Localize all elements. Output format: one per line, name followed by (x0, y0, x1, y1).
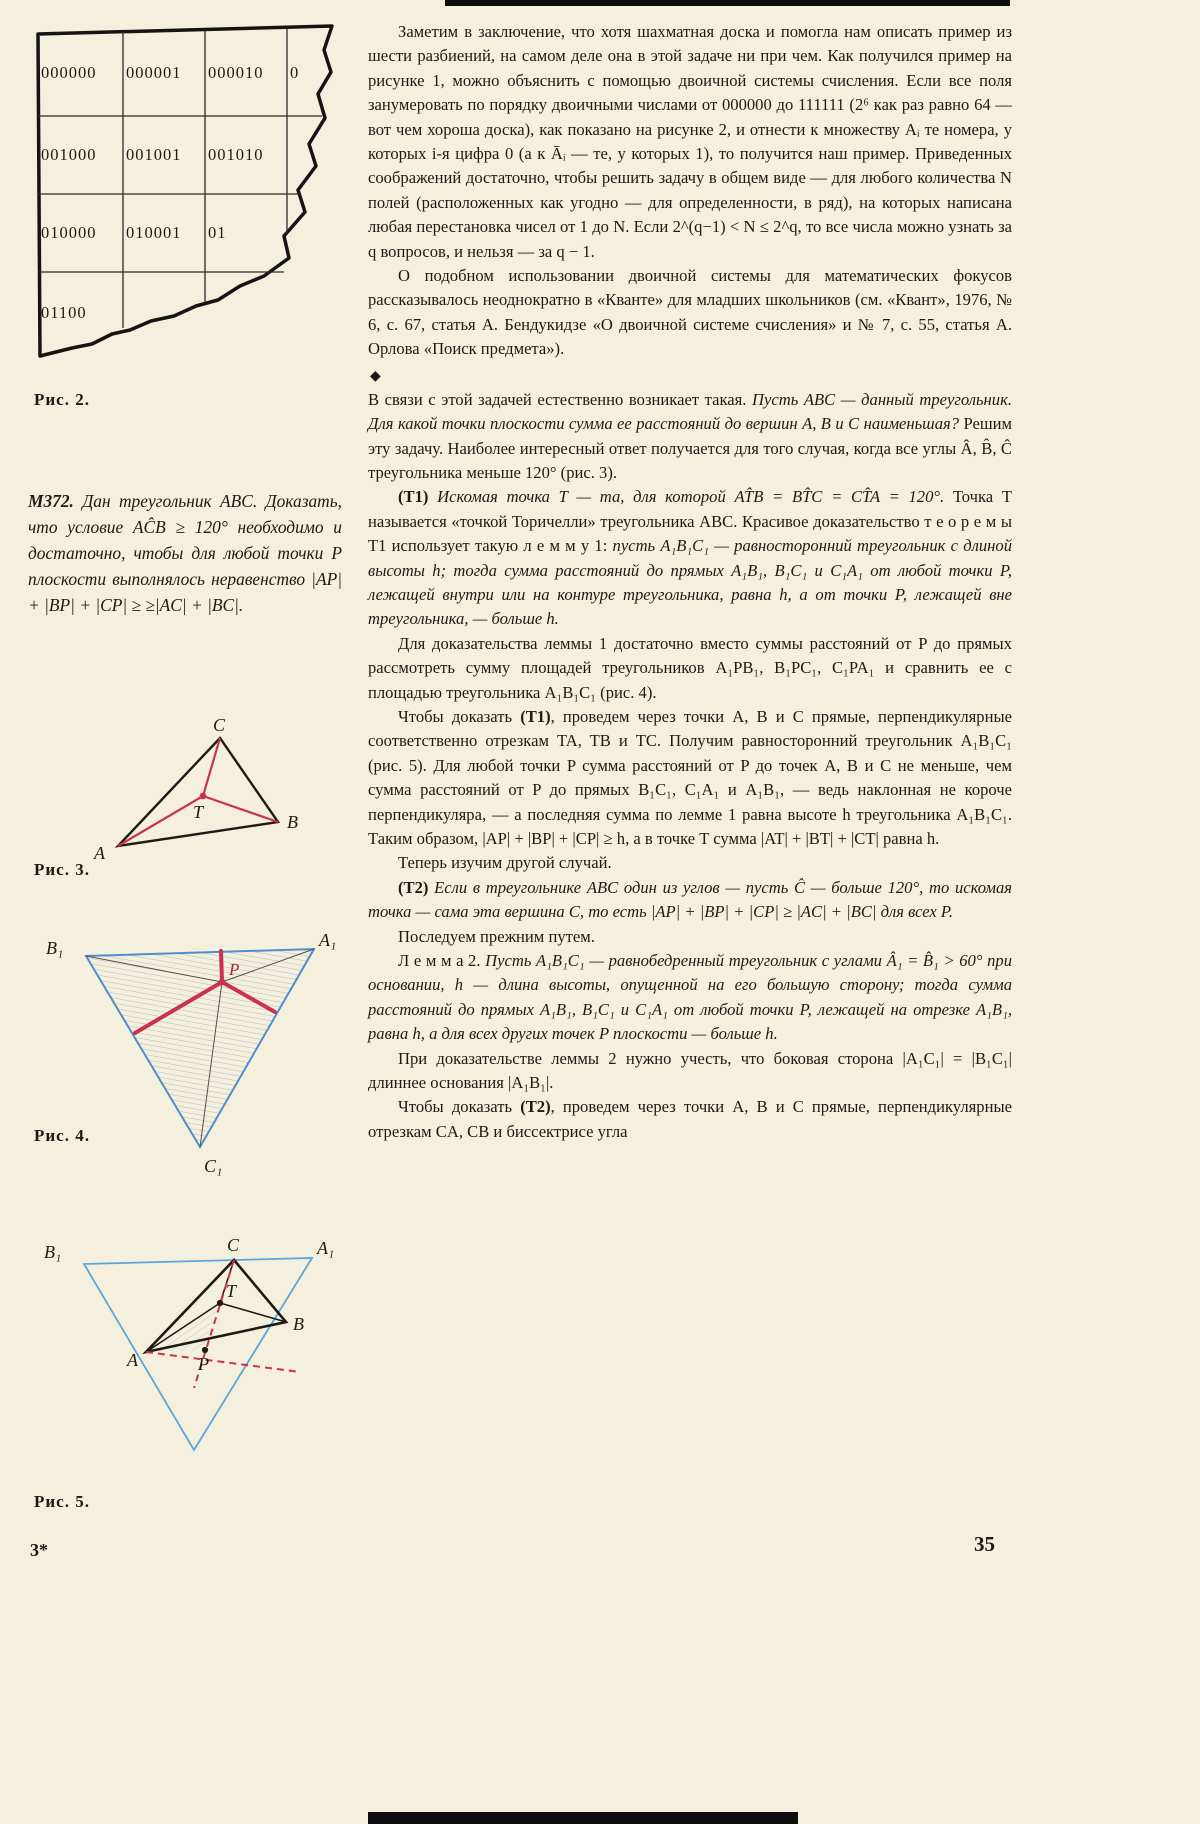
cell-label: 010000 (41, 223, 97, 242)
paragraph-transition: Теперь изучим другой случай. (398, 853, 612, 873)
figure-2-binary-board (28, 20, 340, 372)
text-segment: Чтобы доказать (398, 706, 521, 726)
text-segment: , проведем через точки A, B и C прямые, перпендикулярные соответственно отрезкам TA, TB и TC. Получим равносторонний треугольник A₁B₁C₁ (рис. 5). Для любой точки P сумма расстояний от P до точек A, B и C не меньше, чем сумма расстояний от P до прямых B₁C₁, C₁A₁ и A₁B₁, — ведь наклонная не короче перпендикуляра, — а последняя сумма по лемме 1 равна высоте h треугольника A₁B₁C₁. Таким образом, |AP| + |BP| + |CP| ≥ h, а в точке T сумма |AT| + |BT| + |CT| равна h. (368, 706, 1012, 848)
vertex-b1-label: B₁ (46, 938, 64, 958)
vertex-b-label: B (293, 1314, 304, 1334)
lemma2-tag: Л е м м а 2. (398, 951, 481, 971)
figure-3-torricelli-point (30, 716, 330, 861)
paragraph-minimization-problem (368, 388, 1012, 486)
figure-4-lemma1 (28, 932, 340, 1184)
paragraph-lemma2 (368, 949, 1012, 1047)
paragraph-t2-proof (368, 1095, 1012, 1144)
problem-text: Дан треугольник ABC. Доказать, что условие AĈB ≥ 120° необходимо и достаточно, чтобы для любой точки P плоскости выполнялось неравенство |AP| + |BP| + |CP| ≥ ≥|AC| + |BC|. (28, 491, 342, 615)
segments-to-point-t (118, 738, 278, 846)
theorem-t2-tag: (Т2) (520, 1097, 551, 1117)
point-p-dot (202, 1347, 208, 1353)
triangle-a1b1c1-outline (86, 949, 314, 1147)
scan-edge-artifact-bottom (368, 1812, 798, 1824)
text-segment: Пусть ABC — данный треугольник. Для какой точки плоскости сумма ее расстояний до вершин A, B и C наименьшая? (368, 389, 1012, 434)
problem-m372 (28, 488, 342, 618)
cell-label: 000000 (41, 63, 97, 82)
vertex-a-label: A (94, 843, 105, 861)
vertex-c1-label: C₁ (204, 1156, 223, 1176)
cell-label: 001000 (41, 145, 97, 164)
text-segment: , проведем через точки A, B и C прямые, перпендикулярные отрезкам CA, CB и биссектрисе угла (368, 1097, 1012, 1141)
text-segment: Точка T называется «точкой Торичелли» треугольника ABC. Красивое доказательство т е о р е м ы Т1 использует такую л е м м у 1: (368, 487, 1012, 556)
text-segment: Решим эту задачу. Наиболее интересный ответ получается для того случая, когда все углы Â, B̂, Ĉ треугольника меньше 120° (рис. 3). (368, 414, 1013, 482)
binary-cell-labels (41, 63, 299, 322)
text-segment: В связи с этой задачей естественно возникает такая. (368, 389, 747, 409)
paragraph-same-path: Последуем прежним путем. (398, 926, 595, 946)
text-segment: Чтобы доказать (398, 1097, 521, 1117)
cell-label: 01 (208, 223, 227, 242)
theorem-t1-tag: (Т1) (520, 706, 551, 726)
theorem-t2-tag: (Т2) (398, 877, 429, 897)
problem-number: М372. (28, 491, 74, 511)
point-t-dot (217, 1300, 223, 1306)
cell-label: 000001 (126, 63, 182, 82)
theorem-t1-tag: (Т1) (398, 487, 429, 507)
vertex-b-label: B (287, 812, 298, 832)
paragraph-binary-explanation: Заметим в заключение, что хотя шахматная доска и помогла нам описать пример из шести разбиений, на самом деле она в этой задаче ни при чем. Как получился пример на рисунке 1, можно объяснить с помощью двоичной системы счисления. Если все поля занумеровать по порядку двоичными числами от 000000 до 111111 (2⁶ как раз равно 64 — вот чем хороша доска), как показано на рисунке 2, и отнести к множеству Aᵢ те номера, у которых i-я цифра 0 (а к Āᵢ — те, у которых 1), то получится наш пример. Приведенных соображений достаточно, чтобы решить задачу в общем виде — для любого количества N полей (расположенных как угодно — для определенности, в ряд), на которых написана любая перестановка чисел от 1 до N. Если 2^(q−1) < N ≤ 2^q, то все числа можно узнать за q вопросов, и нельзя — за q − 1. (368, 22, 1012, 261)
figure-5-construction (28, 1238, 340, 1490)
figure-2-caption: Рис. 2. (34, 390, 90, 409)
vertex-c-label: C (227, 1238, 240, 1255)
text-segment: Пусть A₁B₁C₁ — равнобедренный треугольник с углами Â₁ = B̂₁ > 60° при основании, h — длина высоты, опущенной на его большую сторону; тогда сумма расстояний до прямых A₁B₁, B₁C₁ и C₁A₁ от любой точки P, лежащей на отрезке A₁B₁, равна h, а для всех других точек P плоскости — больше h. (368, 951, 1012, 1044)
vertex-a1-label: A₁ (319, 932, 337, 950)
triangle-abc-outline (118, 738, 278, 846)
section-divider-diamond: ◆ (370, 368, 381, 384)
figure-4-caption: Рис. 4. (34, 1126, 90, 1145)
point-p-label: P (229, 960, 240, 979)
vertex-c-label: C (213, 716, 226, 735)
paragraph-theorem-t1 (368, 485, 1012, 631)
figure-3-caption: Рис. 3. (34, 860, 90, 879)
point-p-dot (219, 979, 226, 986)
paragraph-lemma2-note: При доказательстве леммы 2 нужно учесть, что боковая сторона |A₁C₁| = |B₁C₁| длиннее основания |A₁B₁|. (368, 1048, 1012, 1093)
scan-edge-artifact-top (445, 0, 1010, 6)
point-t-label: T (226, 1281, 237, 1301)
paragraph-t1-proof (368, 705, 1012, 851)
vertex-a-label: A (127, 1350, 138, 1370)
point-p-label: P (198, 1354, 209, 1374)
cell-label: 001010 (208, 145, 264, 164)
paragraph-lemma1-proof: Для доказательства леммы 1 достаточно вместо суммы расстояний от P до прямых рассмотреть сумму площадей треугольников A₁PB₁, B₁PC₁, C₁PA₁ и сравнить ее с площадью треугольника A₁B₁C₁ (рис. 4). (368, 633, 1012, 702)
text-segment: Искомая точка T — та, для которой AT̂B = BT̂C = CT̂A = 120°. (428, 487, 945, 507)
point-t-label: T (193, 802, 204, 822)
figure-5-caption: Рис. 5. (34, 1492, 90, 1511)
point-t-dot (200, 793, 207, 800)
vertex-a1-label: A₁ (317, 1238, 335, 1258)
text-segment: Если в треугольнике ABC один из углов — пусть Ĉ — больше 120°, то искомая точка — сама эта вершина C, то есть |AP| + |BP| + |CP| ≥ |AC| + |BC| для всех P. (368, 877, 1012, 922)
cell-label: 0 (290, 63, 300, 82)
cell-label: 010001 (126, 223, 182, 242)
text-segment: пусть A₁B₁C₁ — равносторонний треугольник с длиной высоты h; тогда сумма расстояний до прямых A₁B₁, B₁C₁ и C₁A₁ от любой точки P, лежащей внутри или на контуре треугольника, равна h, а от точки P, лежащей вне треугольника, — больше h. (368, 536, 1012, 629)
page-number: 35 (974, 1532, 995, 1556)
vertex-b1-label: B₁ (44, 1242, 62, 1262)
cell-label: 000010 (208, 63, 264, 82)
paragraph-theorem-t2 (368, 876, 1012, 925)
right-column (368, 20, 1012, 1144)
cell-label: 01100 (41, 303, 87, 322)
paragraph-kvant-reference: О подобном использовании двоичной системы для математических фокусов рассказывалось неоднократно в «Кванте» для младших школьников (см. «Квант», 1976, № 6, с. 67, статья А. Бендукидзе «О двоичной системе счисления» и № 7, с. 55, статья А. Орлова «Поиск предмета»). (368, 266, 1012, 359)
cell-label: 001001 (126, 145, 182, 164)
signature-mark: 3* (30, 1540, 48, 1560)
